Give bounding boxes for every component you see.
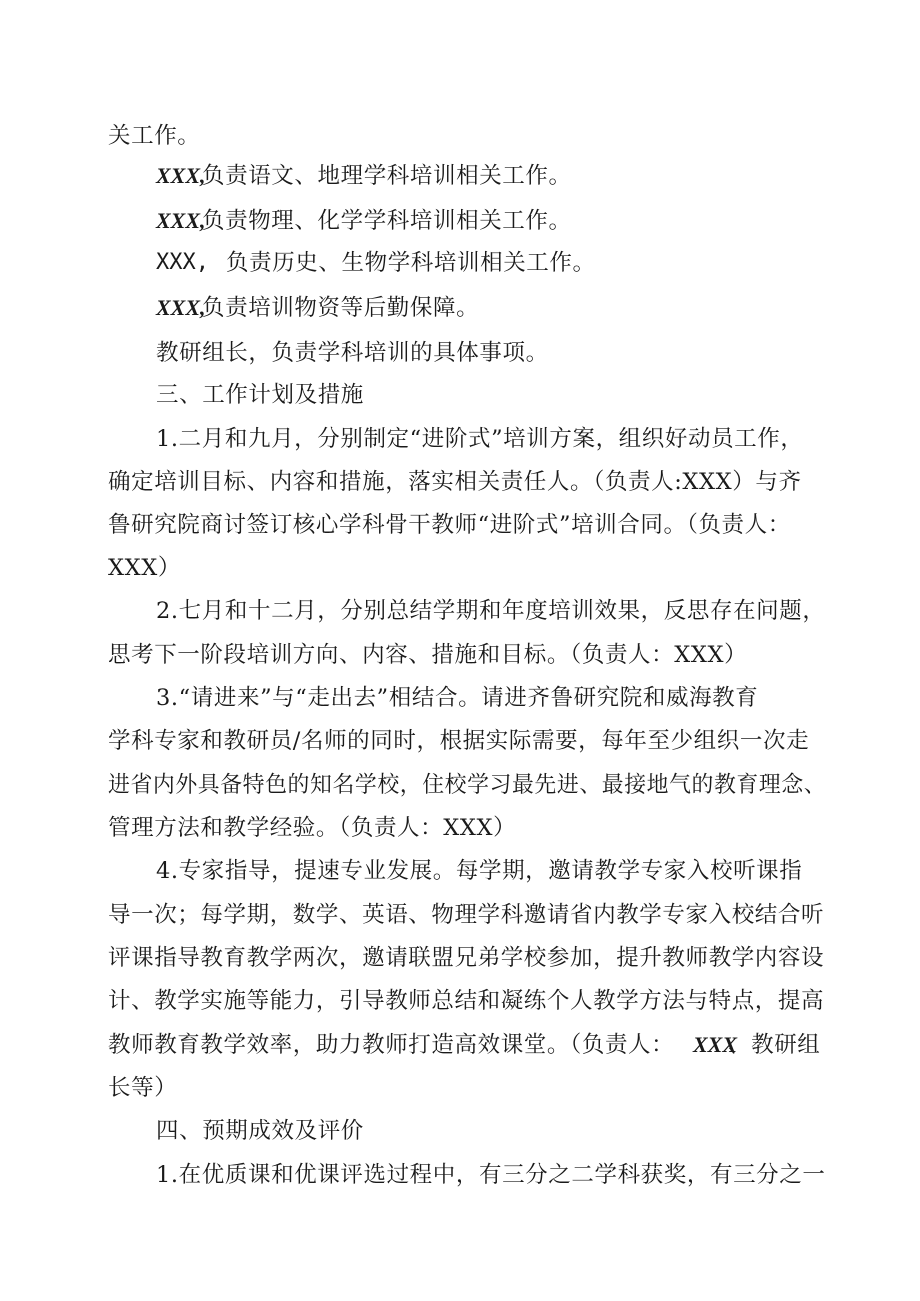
placeholder-name: XXX, xyxy=(156,163,206,188)
text-segment: 3.“请进来”与“走出去”相结合。请进齐鲁研究院和威海教育 xyxy=(156,685,759,711)
text-segment: 1.二月和九月，分别制定“进阶式”培训方案，组织好动员工作， xyxy=(156,426,804,452)
text-line xyxy=(0,853,920,889)
text-segment: 管理方法和教学经验。（负责人：XXX） xyxy=(108,815,517,841)
text-line xyxy=(0,810,920,846)
text-line xyxy=(0,723,920,759)
text-segment: 负责语文、地理学科培训相关工作。 xyxy=(202,163,572,189)
text-segment: 负责历史、生物学科培训相关工作。 xyxy=(226,250,596,276)
placeholder-name: XXX xyxy=(693,1032,738,1057)
text-segment: 教师教育教学效率，助力教师打造高效课堂。（负责人： xyxy=(108,1032,675,1058)
text-line xyxy=(0,940,920,976)
text-segment: 负责物理、化学学科培训相关工作。 xyxy=(202,208,572,234)
text-segment: 计、教学实施等能力，引导教师总结和凝练个人教学方法与特点，提高 xyxy=(108,988,825,1014)
text-segment: 4.专家指导，提速专业发展。每学期，邀请教学专家入校听课指 xyxy=(156,858,803,884)
text-segment: 确定培训目标、内容和措施，落实相关责任人。（负责人:XXX）与齐 xyxy=(108,469,802,495)
section-heading xyxy=(0,1113,920,1149)
text-segment: 负责培训物资等后勤保障。 xyxy=(202,295,480,321)
text-line xyxy=(0,1027,920,1063)
text-segment: 2.七月和十二月，分别总结学期和年度培训效果，反思存在问题， xyxy=(156,598,826,624)
text-segment: 四、预期成效及评价 xyxy=(156,1118,364,1144)
text-segment: 鲁研究院商讨签订核心学科骨干教师“进阶式”培训合同。（负责人： xyxy=(108,512,791,538)
placeholder-name: XXX, xyxy=(156,250,209,275)
text-line xyxy=(0,507,920,543)
text-line xyxy=(0,290,920,326)
text-line xyxy=(0,680,920,716)
text-line xyxy=(0,1157,920,1193)
text-segment: 长等） xyxy=(108,1075,178,1101)
section-heading xyxy=(0,377,920,413)
text-line xyxy=(0,1070,920,1106)
text-line xyxy=(3,767,897,803)
text-segment: 教研组长，负责学科培训的具体事项。 xyxy=(156,340,549,366)
text-segment: 导一次；每学期，数学、英语、物理学科邀请省内教学专家入校结合听 xyxy=(108,902,825,928)
text-line xyxy=(0,158,920,194)
text-segment: 关工作。 xyxy=(108,123,201,149)
text-line xyxy=(0,335,920,371)
text-segment: 思考下一阶段培训方向、内容、措施和目标。（负责人：XXX） xyxy=(108,642,748,668)
text-line xyxy=(0,983,920,1019)
text-segment: 评课指导教育教学两次，邀请联盟兄弟学校参加，提升教师教学内容设 xyxy=(108,945,825,971)
text-segment: 、教研组 xyxy=(728,1032,821,1058)
text-line xyxy=(0,421,920,457)
text-line xyxy=(0,245,920,281)
text-line xyxy=(0,464,920,500)
placeholder-name: XXX, xyxy=(156,208,206,233)
text-line xyxy=(0,897,920,933)
placeholder-name: XXX, xyxy=(156,295,206,320)
text-line xyxy=(0,203,920,239)
text-line xyxy=(0,550,920,586)
text-line xyxy=(0,118,920,154)
text-line xyxy=(0,593,920,629)
text-segment: XXX） xyxy=(108,555,181,581)
text-segment: 三、工作计划及措施 xyxy=(156,382,364,408)
text-segment: 学科专家和教研员/名师的同时，根据实际需要，每年至少组织一次走 xyxy=(108,728,810,754)
text-segment: 进省内外具备特色的知名学校，住校学习最先进、最接地气的教育理念、 xyxy=(108,772,827,798)
text-segment: 1.在优质课和优课评选过程中，有三分之二学科获奖，有三分之一 xyxy=(156,1162,826,1188)
text-line xyxy=(0,637,920,673)
